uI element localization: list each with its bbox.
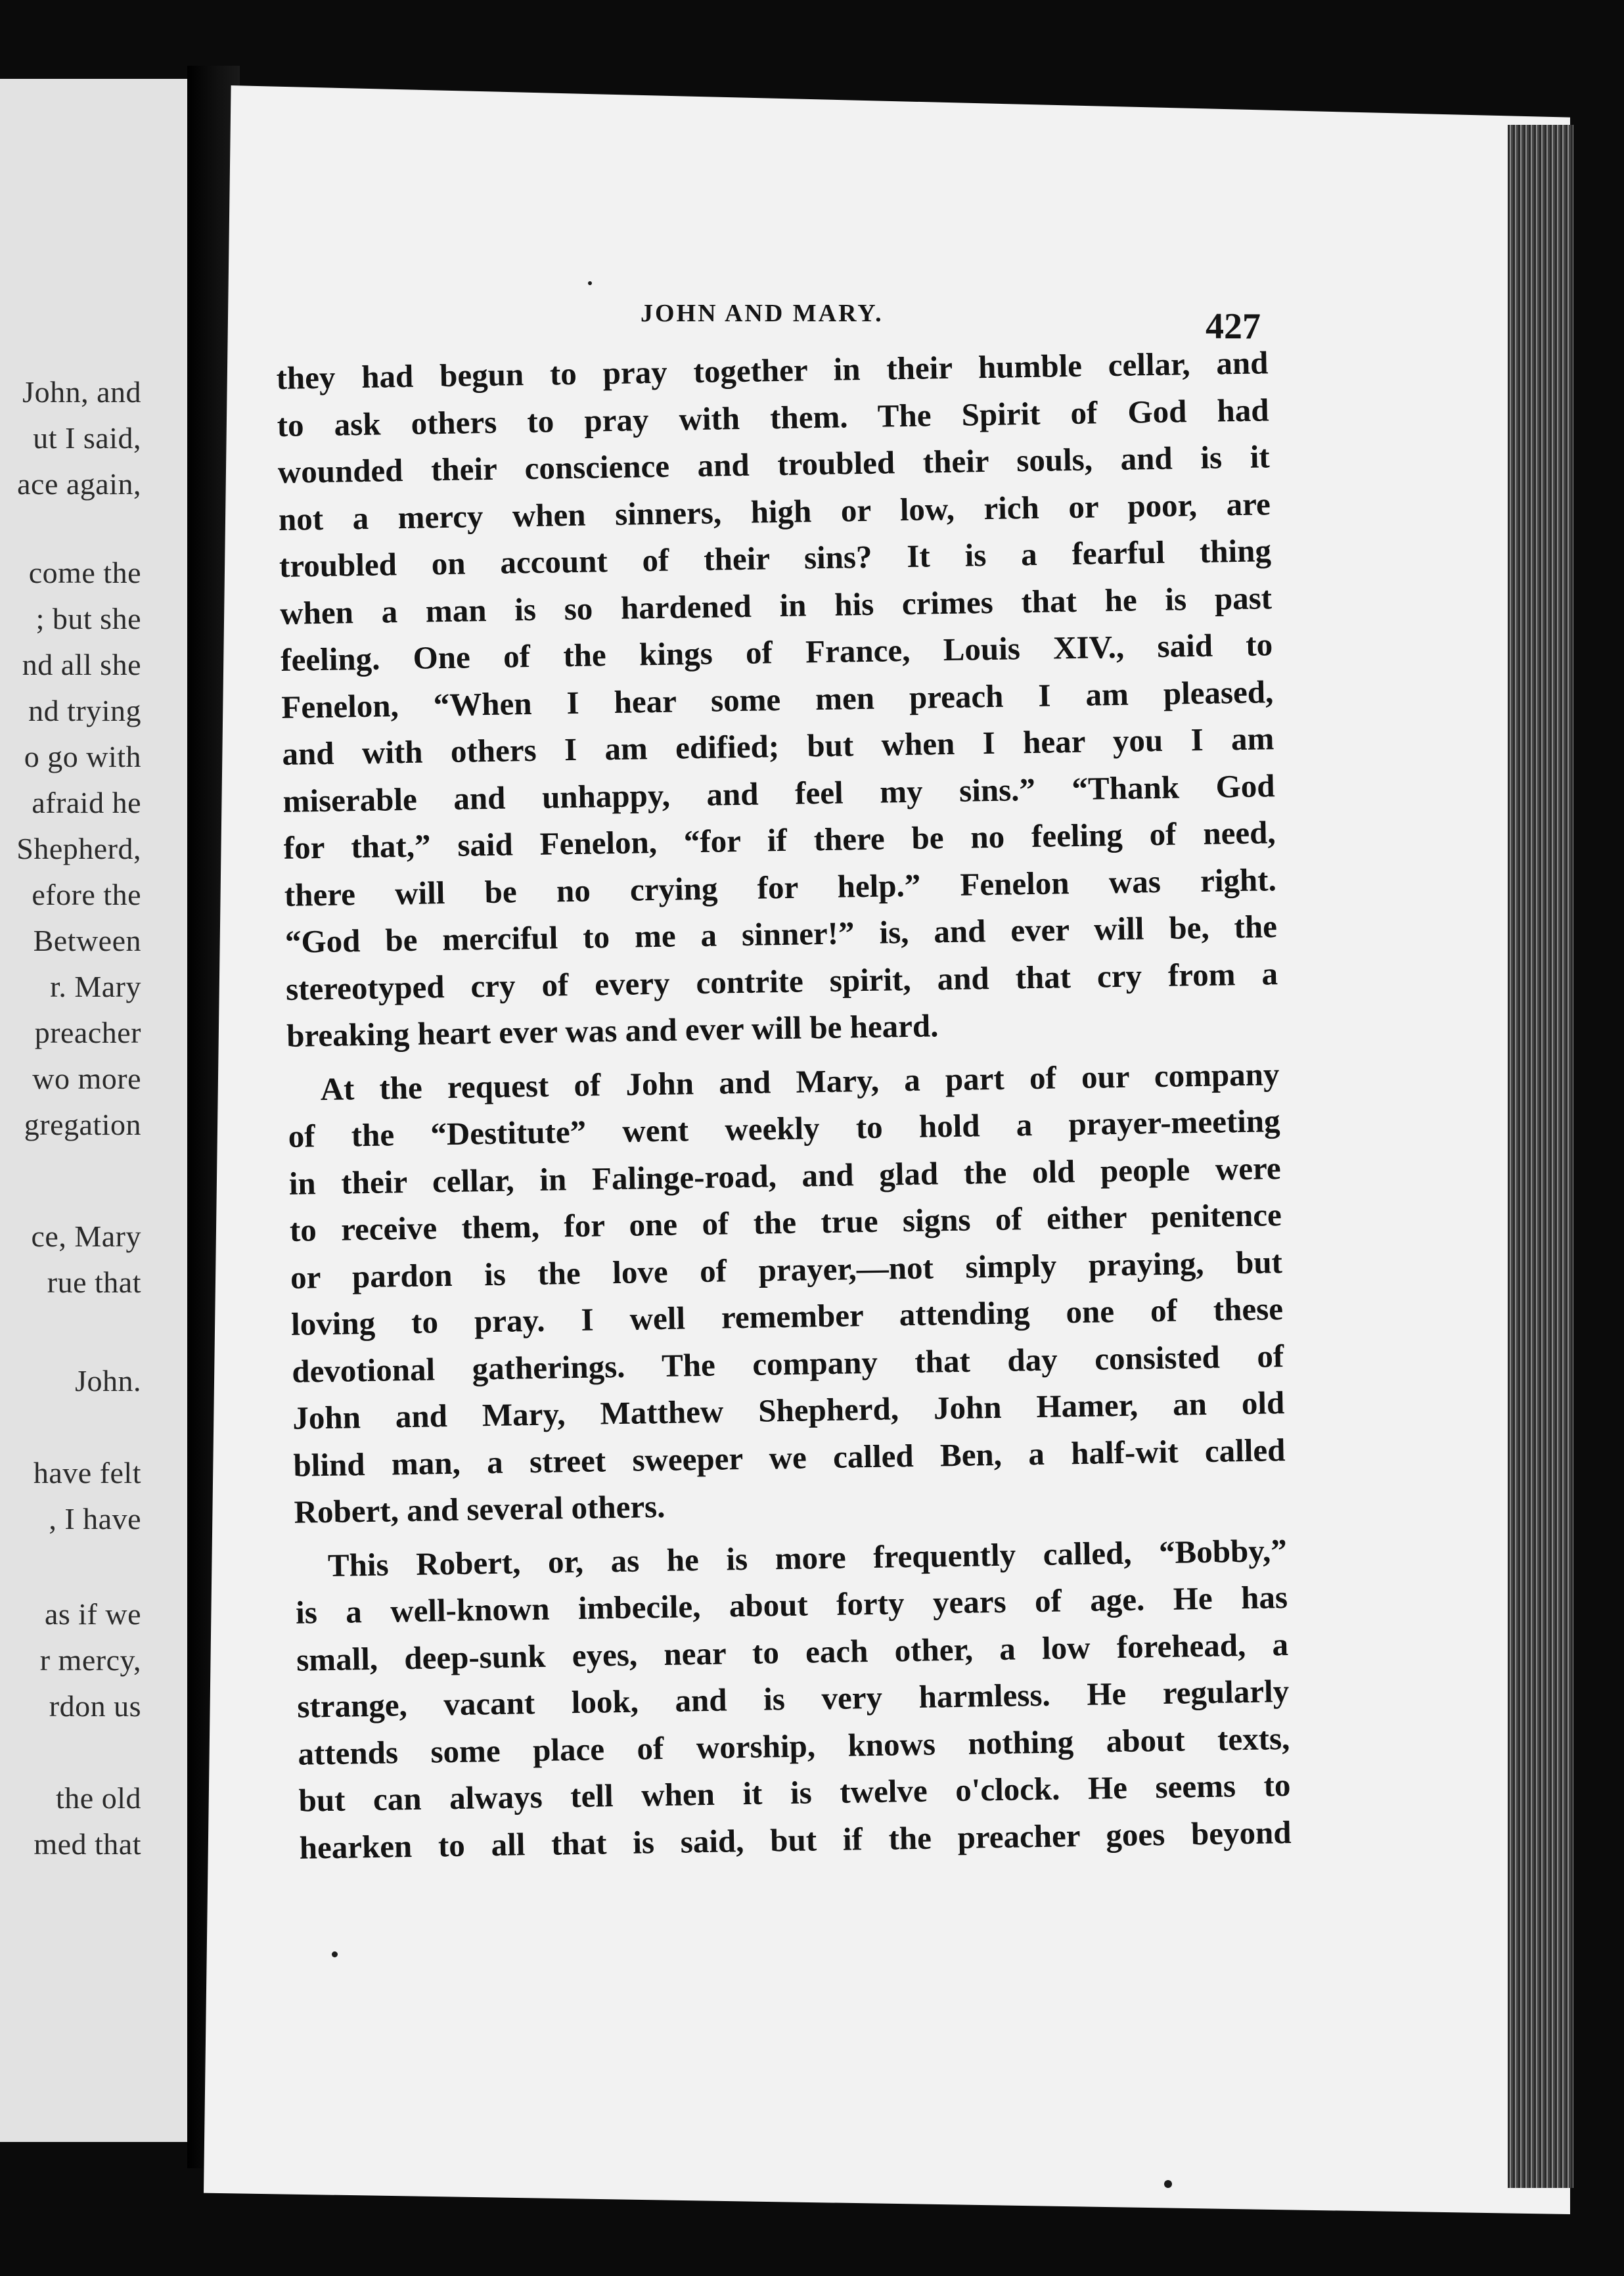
text-line: for that,” said Fenelon, “for if there be no feeling of need, — [283, 814, 1276, 866]
text-line: troubled on account of their sins? It is a fearful thing — [279, 532, 1272, 584]
text-line: Fenelon, “When I hear some men preach I am pleased, — [281, 673, 1274, 725]
left-line: ce, Mary — [31, 1219, 141, 1253]
running-head: JOHN AND MARY. — [641, 300, 884, 327]
paragraph — [287, 1051, 1286, 1536]
left-line: afraid he — [32, 786, 141, 819]
text-line: John and Mary, Matthew Shepherd, John Hamer, an old — [292, 1384, 1285, 1436]
text-line: hearken to all that is said, but if the preacher goes beyond — [299, 1813, 1292, 1866]
text-line: not a mercy when sinners, high or low, rich or poor, are — [278, 485, 1271, 537]
left-line: ; but she — [35, 602, 141, 635]
left-line: Between — [33, 924, 141, 957]
left-line: gregation — [24, 1108, 141, 1141]
text-line: This Robert, or, as he is more frequently called, “Bobby,” — [327, 1532, 1288, 1583]
text-line: but can always tell when it is twelve o'clock. He seems to — [298, 1767, 1291, 1819]
text-line: “God be merciful to me a sinner!” is, and ever will be, the — [284, 908, 1278, 960]
text-line: feeling. One of the kings of France, Louis XIV., said to — [280, 626, 1273, 678]
text-line: breaking heart ever was and ever will be heard. — [286, 1007, 939, 1054]
left-line: the old — [56, 1781, 141, 1815]
left-line: o go with — [24, 740, 141, 773]
left-line: have felt — [33, 1456, 141, 1490]
left-line: nd all she — [22, 648, 141, 681]
paragraph — [294, 1527, 1292, 1871]
text-line: of the “Destitute” went weekly to hold a prayer-meeting — [288, 1103, 1280, 1154]
text-line: blind man, a street sweeper we called Ben, a half-wit called — [293, 1431, 1286, 1484]
text-line: in their cellar, in Falinge-road, and glad the old people were — [288, 1149, 1282, 1202]
text-line: there will be no crying for help.” Fenelon was right. — [284, 861, 1277, 913]
paragraph — [276, 339, 1279, 1059]
left-line: ace again, — [17, 467, 141, 501]
left-line: Shepherd, — [16, 832, 141, 865]
print-speck — [1164, 2180, 1172, 2188]
body-text — [276, 339, 1292, 1877]
text-line: miserable and unhappy, and feel my sins.” “Thank God — [282, 767, 1275, 819]
text-line: At the request of John and Mary, a part of our company — [320, 1055, 1280, 1107]
text-line: they had begun to pray together in their humble cellar, and — [276, 344, 1269, 396]
left-line: rue that — [47, 1265, 141, 1299]
text-line: when a man is so hardened in his crimes that he is past — [279, 579, 1273, 631]
text-line: stereotyped cry of every contrite spirit, and that cry from a — [285, 955, 1278, 1007]
left-line: efore the — [32, 878, 141, 911]
left-line: , I have — [49, 1502, 141, 1536]
text-line: and with others I am edified; but when I hear you I am — [282, 720, 1274, 772]
left-line: as if we — [44, 1597, 141, 1631]
text-line: loving to pray. I well remember attending one of these — [290, 1290, 1284, 1342]
text-line: wounded their conscience and troubled their souls, and is it — [277, 438, 1271, 490]
left-line: r. Mary — [50, 970, 141, 1003]
text-line: to receive them, for one of the true signs of either penitence — [289, 1196, 1282, 1248]
left-line: John, and — [22, 375, 141, 409]
left-line: wo more — [32, 1062, 141, 1095]
text-line: attends some place of worship, knows nothing about texts, — [298, 1719, 1290, 1772]
text-line: Robert, and several others. — [294, 1488, 665, 1530]
page-number: 427 — [1206, 306, 1261, 347]
page-edges — [1508, 125, 1573, 2188]
facing-page-fragment — [0, 79, 187, 2142]
text-line: small, deep-sunk eyes, near to each other, a low forehead, a — [296, 1626, 1289, 1678]
text-line: is a well-known imbecile, about forty years of age. He has — [295, 1579, 1288, 1631]
left-line: nd trying — [28, 694, 141, 727]
left-line: ut I said, — [33, 421, 141, 455]
text-line: strange, vacant look, and is very harmless. He regularly — [296, 1673, 1290, 1725]
text-line: to ask others to pray with them. The Spirit of God had — [277, 391, 1269, 444]
print-speck — [588, 281, 592, 285]
left-line: preacher — [34, 1016, 141, 1049]
text-line: or pardon is the love of prayer,—not simply praying, but — [290, 1243, 1283, 1296]
left-line: John. — [75, 1364, 141, 1398]
print-speck — [332, 1951, 338, 1957]
left-line: med that — [34, 1827, 141, 1861]
left-line: r mercy, — [39, 1643, 141, 1677]
left-line: rdon us — [49, 1689, 141, 1723]
left-line: come the — [28, 556, 141, 589]
text-line: devotional gatherings. The company that day consisted of — [291, 1337, 1284, 1390]
